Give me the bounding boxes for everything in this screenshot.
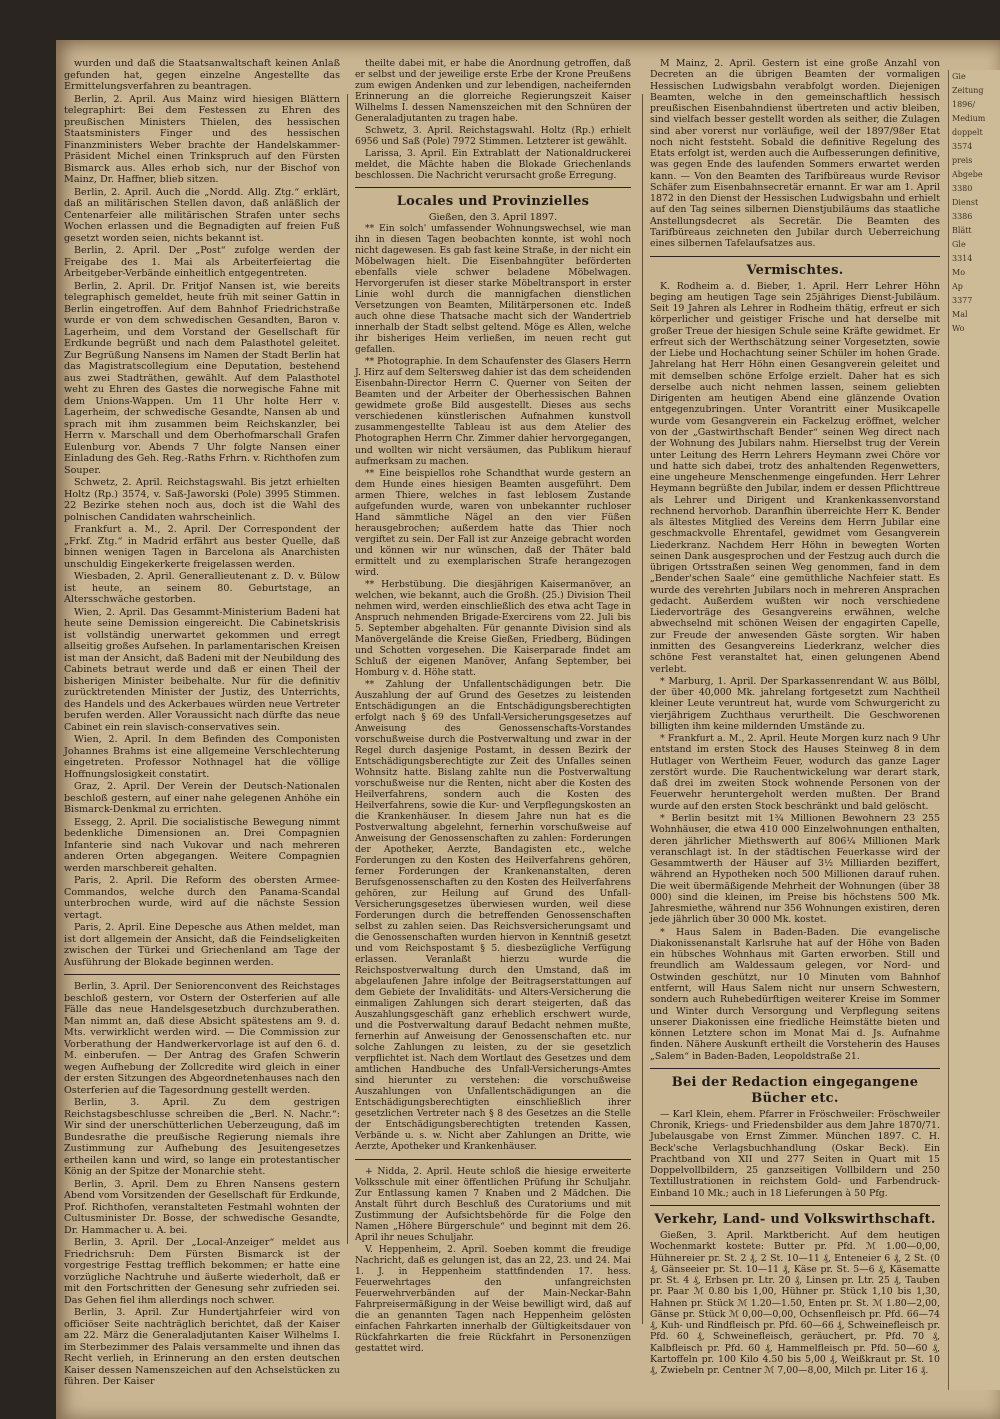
edge-fragment: 3386	[952, 212, 973, 221]
article-paragraph: Paris, 2. April. Die Reform des obersten Armee-Commandos, welche durch den Panama-Scandal unterbrochen wurde, wird auf die nächste Session vertagt.	[64, 875, 340, 921]
edge-fragment: preis	[952, 156, 973, 165]
section-divider	[64, 974, 340, 975]
section-heading: Locales und Provinzielles	[396, 194, 590, 210]
article-paragraph: ** Herbstübung. Die diesjährigen Kaisermanöver, an welchen, wie bekannt, auch die Großh. (25.) Division Theil nehmen wird, werden einschließlich des etwa acht Tage in Anspruch nehmenden Brigade-Exercirens vom 22. Juli bis 5. September abgehalten. Für genannte Division sind als Manövergelände die Kreise Gießen, Friedberg, Büdingen und Schotten vorgesehen. Die Kaiserparade findet am Schluß der eigenen Manöver, Anfang September, bei Homburg v. d. Höhe statt.	[355, 578, 631, 678]
edge-fragment: Dienst	[952, 198, 979, 207]
article-paragraph: Paris, 2. April. Eine Depesche aus Athen meldet, man ist dort allgemein der Ansicht, daß die Feindseligkeiten zwischen der Türkei und Griechenland am Tage der Ausführung der Blokade beginnen werden.	[64, 922, 340, 968]
article-paragraph: + Nidda, 2. April. Heute schloß die hiesige erweiterte Volksschule mit einer öffentlichen Prüfung ihr Schuljahr. Zur Entlassung kamen 7 Knaben und 2 Mädchen. Die Anstalt führt durch Beschluß des Curatoriums und mit Zustimmung der Aufsichtsbehörde für die Folge den Namen „Höhere Bürgerschule“ und beginnt mit dem 26. April ihr neues Schuljahr.	[355, 1165, 631, 1243]
article-paragraph: Frankfurt a. M., 2. April. Der Correspondent der „Frkf. Ztg.“ in Madrid erfährt aus bester Quelle, daß binnen wenigen Tagen in Barcelona als Anarchisten unschuldig Eingekerkerte freigelassen werden.	[64, 524, 340, 570]
article-paragraph: Schwetz, 3. April. Reichstagswahl. Holtz (Rp.) erhielt 6956 und Saß (Pole) 7972 Stimmen. Letzterer ist gewählt.	[355, 125, 631, 148]
article-paragraph: Berlin, 2. April. Der „Post“ zufolge werden der Freigabe des 1. Mai als Arbeiterfeiertag die Arbeitgeber-Verbände einheitlich entgegentreten.	[64, 245, 340, 279]
article-paragraph: Essegg, 2. April. Die socialistische Bewegung nimmt bedenkliche Dimensionen an. Drei Compagnien Infanterie sind nach Vukovar und nach mehreren anderen Orten abgegangen. Weitere Compagnien werden marschbereit gehalten.	[64, 816, 340, 874]
edge-fragment: 3574	[952, 142, 973, 151]
edge-fragment: Abgebe	[952, 170, 983, 179]
article-paragraph: Berlin, 3. April. Der „Local-Anzeiger“ meldet aus Friedrichsruh: Dem Fürsten Bismarck ist der vorgestrige Festtag trefflich bekommen; er hatte eine vorzügliche Nachtruhe und äußerte wiederholt, daß er mit den Fortschritten der Genesung sehr zufrieden sei. Das Gehen fiel ihm allerdings noch schwer.	[64, 1237, 340, 1306]
edge-fragment: Wo	[952, 324, 965, 333]
edge-fragment: 3314	[952, 254, 973, 263]
column-left	[64, 58, 340, 1389]
section-heading: Vermischtes.	[746, 262, 844, 278]
article-paragraph: Berlin, 2. April. Dr. Fritjof Nansen ist, wie bereits telegraphisch gemeldet, heute früh mit seiner Gattin in Berlin eingetroffen. Auf dem Bahnhof Friedrichstraße wurde er von dem schwedischen Gesandten, Baron v. Lagerheim, und dem Vorstand der Gesellschaft für Erdkunde begrüßt und nach dem Palasthotel geleitet. Zur Begrüßung Nansens im Namen der Stadt Berlin hat das Magistratscollegium eine Deputation, bestehend aus zwei Stadträthen, gewählt. Auf dem Palasthotel weht zu Ehren des Gastes die norwegische Fahne mit dem Unions-Wappen. Um 11 Uhr holte Herr v. Lagerheim, der schwedische Gesandte, Nansen ab und sprach mit ihm zusammen beim Reichskanzler, bei Herrn v. Marschall und dem Oberhofmarschall Grafen Eulenburg vor. Abends 7 Uhr folgte Nansen einer Einladung des Geh. Reg.-Raths Frhrn. v. Richthofen zum Souper.	[64, 280, 340, 476]
article-paragraph: Wien, 2. April. In dem Befinden des Componisten Johannes Brahms ist eine allgemeine Verschlechterung eingetreten. Professor Nothnagel hat die völlige Hoffnungslosigkeit constatirt.	[64, 734, 340, 780]
article-paragraph: ** Zahlung der Unfallentschädigungen betr. Die Auszahlung der auf Grund des Gesetzes zu leistenden Entschädigungen an die Entschädigungsberechtigten erfolgt nach § 69 des Unfall-Versicherungsgesetzes auf Anweisung des Genossenschafts-Vorstandes vorschußweise durch die Postverwaltung und zwar in der Regel durch dasjenige Postamt, in dessen Bezirk der Entschädigungsberechtigte zur Zeit des Unfalles seinen Wohnsitz hatte. Bislang zahlte nun die Postverwaltung vorschußweise nur die Renten, nicht aber die Kosten des Heilverfahrens, sondern auch die Kosten des Heilverfahrens, sowie die Kur- und Verpflegungskosten an die Krankenhäuser. In diesem Jahre nun hat es die Postverwaltung abgelehnt, fernerhin vorschußweise auf Anweisung der Genossenschaften zu zahlen: Forderungen der Apotheker, Aerzte, Bandagisten etc., welche Forderungen zu den Kosten des Heilverfahrens gehören, ferner Forderungen der Krankenanstalten, deren Berufsgenossenschaften zu den Kosten des Heilverfahrens gehören, zur Heilung auf Grund des Unfall-Versicherungsgesetzes überwiesen wurden, weil diese Forderungen durch die betreffenden Genossenschaften selbst zu zahlen seien. Das Reichsversicherungsamt und die Genossenschaften wurden hiervon in Kenntniß gesetzt und vom Reichspostamt § 5. diesbezügliche Verfügung erlassen. Veranlaßt hierzu wurde die Reichspostverwaltung durch den Umstand, daß im abgelaufenen Jahre infolge der Beitragserstattungen auf dem Gebiete der Invaliditäts- und Alters-Versicherung die einmaligen Zahlungen sich derart steigerten, daß das Auszahlungsgeschäft ganz erheblich erschwert wurde, und die Postverwaltung darauf Bedacht nehmen mußte, fernerhin auf Anweisung der Genossenschaften etc. nur solche Zahlungen zu leisten, zu der sie gesetzlich verpflichtet ist. Nach dem Wortlaut des Gesetzes und dem amtlichen Handbuche des Unfall-Versicherungs-Amtes sind hierunter zu verstehen: die vorschußweise Auszahlungen von Unfallentschädigungen an die Entschädigungsberechtigten einschließlich ihrer gesetzlichen Vertreter nach § 8 des Gesetzes an die Stelle der Entschädigungsberechtigten tretenden Kassen, Verbände u. s. w. Nicht aber Zahlungen an Dritte, wie Aerzte, Apotheker und Krankenhäuser.	[355, 678, 631, 1153]
section-divider	[355, 1159, 631, 1160]
section-divider	[650, 256, 940, 257]
edge-fragment: Medium	[952, 114, 986, 123]
edge-fragment: 3377	[952, 296, 973, 305]
article-paragraph: * Marburg, 1. April. Der Sparkassenrendant W. aus Bölbl, der über 40,000 Mk. jahrelang fortgesetzt zum Nachtheil kleiner Leute veruntreut hat, wurde vom Schwurgericht zu vierjährigem Zuchthaus verurtheilt. Die Geschworenen billigten ihm keine mildernden Umstände zu.	[650, 675, 940, 732]
article-paragraph: * Berlin besitzt mit 1¾ Millionen Bewohnern 23 255 Wohnhäuser, die etwa 410 000 Einzelwohnungen enthalten, deren jährlicher Miethswerth auf 806¼ Millionen Mark veranschlagt ist. In der städtischen Feuerkasse wird der Gesammtwerth der Häuser auf 3½ Milliarden beziffert, während an Hypotheken noch 500 Millionen darauf ruhen. Die weit übermäßigende Mehrheit der Wohnungen (über 38 000) sind die kleinen, im Preise bis höchstens 500 Mk. Jahresmiethe, während nur 356 Wohnungen existiren, deren jede jährlich über 30 000 Mk. kostet.	[650, 813, 940, 926]
article-paragraph: — Karl Klein, ehem. Pfarrer in Fröschweiler: Fröschweiler Chronik, Kriegs- und Friedensbilder aus dem Jahre 1870/71. Jubelausgabe von Ernst Zimmer. München 1897. C. H. Beck'sche Verlagsbuchhandlung (Oskar Beck). Ein Prachtband von XII und 277 Seiten in Quart mit 15 Doppelvollbildern, 25 ganzseitigen Vollbildern und 250 Textillustrationen in reichstem Gold- und Farbendruck-Einband 10 Mk.; auch in 18 Lieferungen à 50 Pfg.	[650, 1108, 940, 1199]
section-heading: Verkehr, Land- und Volkswirthschaft.	[654, 1211, 936, 1227]
column-rule	[347, 94, 348, 1244]
section-divider	[650, 1068, 940, 1069]
edge-fragment: Ap	[952, 282, 963, 291]
edge-fragment: Gle	[952, 240, 966, 249]
article-paragraph: Berlin, 3. April. Zur Hundertjahrfeier wird von officiöser Seite nachträglich berichtet, daß der Kaiser am 22. März die Generaladjutanten Kaiser Wilhelms I. im Sterbezimmer des Palais versammelte und ihnen das Recht verlieh, in Erinnerung an den ersten deutschen Kaiser dessen Namenszeichen auf den Achselstücken zu führen. Der Kaiser	[64, 1307, 340, 1387]
article-paragraph: Berlin, 3. April. Der Seniorenconvent des Reichstages beschloß gestern, vor Ostern der Osterferien auf alle Fälle das neue Handelsgesetzbuch durchzuberathen. Man nimmt an, daß diese Absicht spätestens am 9. d. Mts. verwirklicht werden wird. — Die Commission zur Vorberathung der Handwerkervorlage ist auf den 6. d. M. einberufen. — Der Antrag des Grafen Schwerin wegen Aufhebung der Zollcredite wird gleich in einer der ersten Sitzungen des Abgeordnetenhauses nach den Osterferien auf die Tagesordnung gestellt werden.	[64, 981, 340, 1096]
adjacent-page-edge	[948, 70, 1000, 1390]
dateline: Gießen, den 3. April 1897.	[428, 212, 558, 224]
article-paragraph: Larissa, 3. April. Ein Extrablatt der Nationaldruckerei meldet, die Mächte haben die Blokade Griechenlands beschlossen. Die Nachricht verursacht große Erregung.	[355, 148, 631, 182]
edge-fragment: Mo	[952, 268, 966, 277]
column-rule	[642, 94, 643, 1324]
article-paragraph: Berlin, 3. April. Dem zu Ehren Nansens gestern Abend vom Vorsitzenden der Gesellschaft für Erdkunde, Prof. Richthofen, veranstalteten Festmahl wohnten der Cultusminister Dr. Bosse, der schwedische Gesandte, Dr. Hammacher u. A. bei.	[64, 1178, 340, 1236]
section-heading: Bei der Redaction eingegangene Bücher etc.	[671, 1074, 919, 1106]
article-paragraph: * Haus Salem in Baden-Baden. Die evangelische Diakonissenanstalt Karlsruhe hat auf der Höhe von Baden ein hübsches Wohnhaus mit Garten erworben. Still und freundlich am Waldessaum gelegen, vor Nord- und Ostwinden geschützt, nur 10 Minuten vom Bahnhof entfernt, will Haus Salem nicht nur unsern Schwestern, sondern auch Ruhebedürftigen weiterer Kreise im Sommer und Winter durch Versorgung und Verpflegung seitens unserer Diakonissen eine friedliche Heimstätte bieten und können Letztere schon im Monat Mai d. Js. Aufnahme finden. Nähere Auskunft ertheilt die Vorsteherin des Hauses „Salem“ in Baden-Baden, Leopoldstraße 21.	[650, 926, 940, 1062]
article-paragraph: * Frankfurt a. M., 2. April. Heute Morgen kurz nach 9 Uhr entstand im ersten Stock des Hauses Steinweg 8 in dem Hutlager von Wertheim Feuer, wodurch das ganze Lager zerstört wurde. Die Rauchentwickelung war derart stark, daß drei im zweiten Stock wohnende Personen von der Feuerwehr heruntergeholt werden mußten. Der Brand wurde auf den ersten Stock beschränkt und bald gelöscht.	[650, 733, 940, 812]
edge-fragment: Gie	[952, 72, 966, 81]
article-paragraph: Wien, 2. April. Das Gesammt-Ministerium Badeni hat heute seine Demission eingereicht. Die Cabinetskrisis ist vollständig unerwartet gekommen und erregt allseitig großes Aufsehen. In parlamentarischen Kreisen ist man der Ansicht, daß Badeni mit der Neubildung des Cabinets betraut werde und daß er einen Theil der bisherigen Minister beibehalte. Nur für die definitiv zurücktretenden Minister der Justiz, des Unterrichts, des Handels und des Ackerbaues würden neue Vertreter berufen werden. Aller Voraussicht nach dürfte das neue Cabinet ein rein slavisch-conservatives sein.	[64, 606, 340, 733]
edge-fragment: 1896/	[952, 100, 976, 109]
article-paragraph: theilte dabei mit, er habe die Anordnung getroffen, daß er selbst und der jeweilige erste Erbe der Krone Preußens zum ewigen Andenken und zur lebendigen, nacheifernden Erinnerung an die glorreiche Regierungszeit Kaiser Wilhelms I. dessen Namenszeichen mit den Schnüren der Generaladjutanten zu tragen habe.	[355, 58, 631, 125]
section-divider	[650, 1205, 940, 1206]
article-paragraph: Berlin, 2. April. Aus Mainz wird hiesigen Blättern telegraphirt: Bei dem Festessen zu Ehren des preußischen Ministers Thielen, des hessischen Staatsministers Finger und des hessischen Finanzministers Weber brachte der Handelskammer-Präsident Michel einen Trinkspruch auf den Fürsten Bismarck aus. Alles erhob sich, nur der Bischof von Mainz, Dr. Haffner, blieb sitzen.	[64, 93, 340, 185]
article-paragraph: ** Eine beispiellos rohe Schandthat wurde gestern an dem Hunde eines hiesigen Beamten ausgeführt. Dem armen Thiere, welches in fast leblosem Zustande aufgefunden wurde, waren von unbekannter ruchloser Hand sämmtliche Nägel an den vier Füßen herausgebrochen; außerdem hatte das Thier noch vergiftet zu sein. Der Fall ist zur Anzeige gebracht worden und können wir nur wünschen, daß der Thäter bald ermittelt und zu exemplarischen Strafe herangezogen wird.	[355, 467, 631, 578]
article-paragraph: K. Rodheim a. d. Bieber, 1. April. Herr Lehrer Höhn beging am heutigen Tage sein 25jähriges Dienst-Jubiläum. Seit 19 Jahren als Lehrer in Rodheim thätig, erfreut er sich körperlicher und geistiger Frische und hat derselbe mit großer Treue der hiesigen Schule seine Kräfte gewidmet. Er erfreut sich der Werthschätzung seiner Vorgesetzten, sowie der Liebe und Hochachtung seiner Schüler im hohen Grade. Jahrelang hat Herr Höhn einen Gesangverein geleitet und mit demselben schöne Erfolge erzielt. Daher hat es sich derselbe auch nicht nehmen lassen, seinem geliebten Dirigenten am heutigen Abend eine glänzende Ovation entgegenzubringen. Unter Vorantritt einer Musikcapelle wurde vom Gesangverein ein Fackelzug eröffnet, welcher von der „Gastwirthschaft Bender“ seinen Weg direct nach der Wohnung des Jubilars nahm. Hierselbst trug der Verein unter Leitung des Herrn Lehrers Heymann zwei Chöre vor und hatte sich dabei, trotz des anhaltenden Regenwetters, eine ungeheure Menschenmenge eingefunden. Herr Lehrer Heymann begrüßte den Jubilar, indem er dessen Pflichttreue als Lehrer und Dirigent und Krankenkassenvorstand rechnend hervorhob. Daranfhin überreichte Herr K. Bender als ältestes Mitglied des Vereins dem Herrn Jubilar eine geschmackvolle Ehrentafel, gewidmet vom Gesangverein Liederkranz. Nachdem Herr Höhn in bewegten Worten seinen Dank ausgesprochen und der Festzug auch durch die übrigen Ortsstraßen seinen Weg genommen, fand in dem „Bender'schen Saale“ eine gemüthliche Nachfeier statt. Es wurde des verehrten Jubilars noch in mehreren Ansprachen gedacht. Außerdem wußten wir noch verschiedene Liedervorträge des Gesangvereins erwähnen, welche abwechselnd mit schönen Weisen der engagirten Capelle, zur Freude der anwesenden Gäste sorgten. Wir haben inmitten des Gesangvereins Liederkranz, welcher dies schöne Fest veranstaltet hat, einen gelungenen Abend verlebt.	[650, 280, 940, 675]
article-paragraph: ** Photographie. In dem Schaufenster des Glasers Herrn J. Hirz auf dem Seltersweg dahier ist das dem scheidenden Eisenbahn-Director Herrn C. Querner von Seiten der Beamten und der Arbeiter der Oberhessischen Bahnen gewidmete große Bild ausgestellt. Dieses aus sechs verschiedenen künstlerischen Aufnahmen kunstvoll zusammengestellte Tableau ist aus dem Atelier des Photographen Herrn Chr. Zimmer dahier hervorgegangen, und wollten wir nicht versäumen, das Publikum hierauf aufmerksam zu machen.	[355, 356, 631, 467]
section-divider	[355, 187, 631, 188]
article-paragraph: M Mainz, 2. April. Gestern ist eine große Anzahl von Decreten an die übrigen Beamten der vormaligen Hessischen Ludwigsbahn verabfolgt worden. Diejenigen Beamten, welche in den gemeinschaftlich hessisch preußischen Eisenbahndienst übertreten und activ bleiben, sind vielfach besser gestellt worden als seither, die Zulagen sind aber vorerst nur vorläufige, weil der 1897/98er Etat noch nicht feststeht. Sobald die definitive Regelung des Etats erfolgt ist, werden auch die Aufbesserungen definitive, was gegen Ende des laufenden Sommers erwartet werden kann. — Von den Beamten des Tarifbüreaus wurde Revisor Schäfer zum Eisenbahnsecretär ernannt. Er war am 1. April 1872 in den Dienst der Hessischen Ludwigsbahn und erhielt auf den Tag seines silbernen Dienstjubiläums das staatliche Anstellungsdecret als Secretär. Die Beamten des Tarifbüreaus zeichneten den Jubilar durch Ueberreichung eines silbernen Tafelaufsatzes aus.	[650, 58, 940, 250]
article-paragraph: Graz, 2. April. Der Verein der Deutsch-Nationalen beschloß gestern, auf einer nahe gelegenen Anhöhe ein Bismarck-Denkmal zu errichten.	[64, 781, 340, 815]
edge-fragment: Mal	[952, 310, 968, 319]
article-paragraph: ** Ein solch' umfassender Wohnungswechsel, wie man ihn in diesen Tagen beobachten konnte, ist wohl noch nicht dagewesen. Es gab fast keine Straße, in der nicht ein Möbelwagen hielt. Die Eisenbahngüter beförderten ebenfalls viele schwer beladene Möbelwagen. Hervorgerufen ist dieser starke Möbeltransport in erster Linie wohl durch die mannigfachen dienstlichen Versetzungen von Beamten, Militärpersonen etc. Indeß auch ohne diese Thatsache macht sich der Wandertrieb innerhalb der Stadt selbst geltend. Möge es Allen, welche ihr bisheriges Heim verließen, im neuen recht gut gefallen.	[355, 223, 631, 356]
article-paragraph: Schwetz, 2. April. Reichstagswahl. Bis jetzt erhielten Holtz (Rp.) 3574, v. Saß-Jaworski (Pole) 3995 Stimmen. 22 Bezirke stehen noch aus, doch ist die Wahl des polnischen Candidaten wahrscheinlich.	[64, 477, 340, 523]
edge-fragment: doppelt	[952, 128, 983, 137]
article-paragraph: wurden und daß die Staatsanwaltschaft keinen Anlaß gefunden hat, gegen einzelne Angestellte das Ermittelungsverfahren zu beantragen.	[64, 58, 340, 92]
column-right	[650, 58, 940, 1377]
article-paragraph: Berlin, 3. April. Zu dem gestrigen Reichstagsbeschlusse schreiben die „Berl. N. Nachr.“: Wir sind der unerschütterlichen Ueberzeugung, daß im Bundesrathe die preußische Regierung niemals ihre Zustimmung zur Aufhebung des Jesuitengesetzes ertheilen kann und wird, so lange ein protestantischer König an der Spitze der Monarchie steht.	[64, 1097, 340, 1177]
article-paragraph: Berlin, 2. April. Auch die „Nordd. Allg. Ztg.“ erklärt, daß an militärischen Stellen davon, daß anläßlich der Centenarfeier alle militärischen Strafen unter sechs Wochen erlassen und die Begnadigten auf freien Fuß gesetzt worden seien, nichts bekannt ist.	[64, 186, 340, 244]
article-paragraph: V. Heppenheim, 2. April. Soeben kommt die freudige Nachricht, daß es gelungen ist, das an 22, 23. und 24. Mai 1. J. in Heppenheim stattfindenden 17. hess. Feuerwehrtages den unfangreichsten Feuerwehrverbänden auf der Main-Neckar-Bahn Fahrpreisermäßigung in der Weise bewilligt wird, daß auf die an genannten Tagen nach Heppenheim gelösten einfachen Fahrkarten innerhalb der Gültigkeitsdauer von Rückfahrkarten die freie Rückfahrt in Personenzügen gestattet wird.	[355, 1243, 631, 1354]
edge-fragment: Zeitung	[952, 86, 984, 95]
article-paragraph: Wiesbaden, 2. April. Generallieutenant z. D. v. Bülow ist heute, an seinem 80. Geburtstage, an Altersschwäche gestorben.	[64, 571, 340, 605]
edge-fragment: Blätt	[952, 226, 972, 235]
edge-fragment: 3380	[952, 184, 973, 193]
article-paragraph: Gießen, 3. April. Marktbericht. Auf dem heutigen Wochenmarkt kostete: Butter pr. Pfd. ℳ 1.00—0,00, Hühnereier pr. St. 2 ₰, 2 St. 10—11 ₰, Enteneier 6 ₰, 2 St. (0 ₰, Gänseeier pr. St. 10—11 ₰, Käse pr. St. 5—6 ₰, Käsematte pr. St. 4 ₰, Erbsen pr. Ltr. 20 ₰, Linsen pr. Ltr. 25 ₰, Tauben pr. Paar ℳ 0.80 bis 1,00, Hühner pr. Stück 1,10 bis 1,30, Hahnen pr. Stück ℳ 1.20—1.50, Enten pr. St. ℳ 1.80—2,00, Gänse pr. Stück ℳ 0,00—0,00, Ochsenfleisch pr. Pfd. 66—74 ₰, Kuh- und Rindfleisch pr. Pfd. 60—66 ₰, Schweinefleisch pr. Pfd. 60 ₰, Schweinefleisch, geräuchert, pr. Pfd. 70 ₰, Kalbfleisch pr. Pfd. 60 ₰, Hammelfleisch pr. Pfd. 50—60 ₰, Kartoffeln pr. 100 Kilo 4.50 bis 5,00 ₰, Weißkraut pr. St. 10 ₰, Zwiebeln pr. Centner ℳ 7,00—8,00, Milch pr. Liter 16 ₰.	[650, 1229, 940, 1377]
column-middle	[355, 58, 631, 1355]
